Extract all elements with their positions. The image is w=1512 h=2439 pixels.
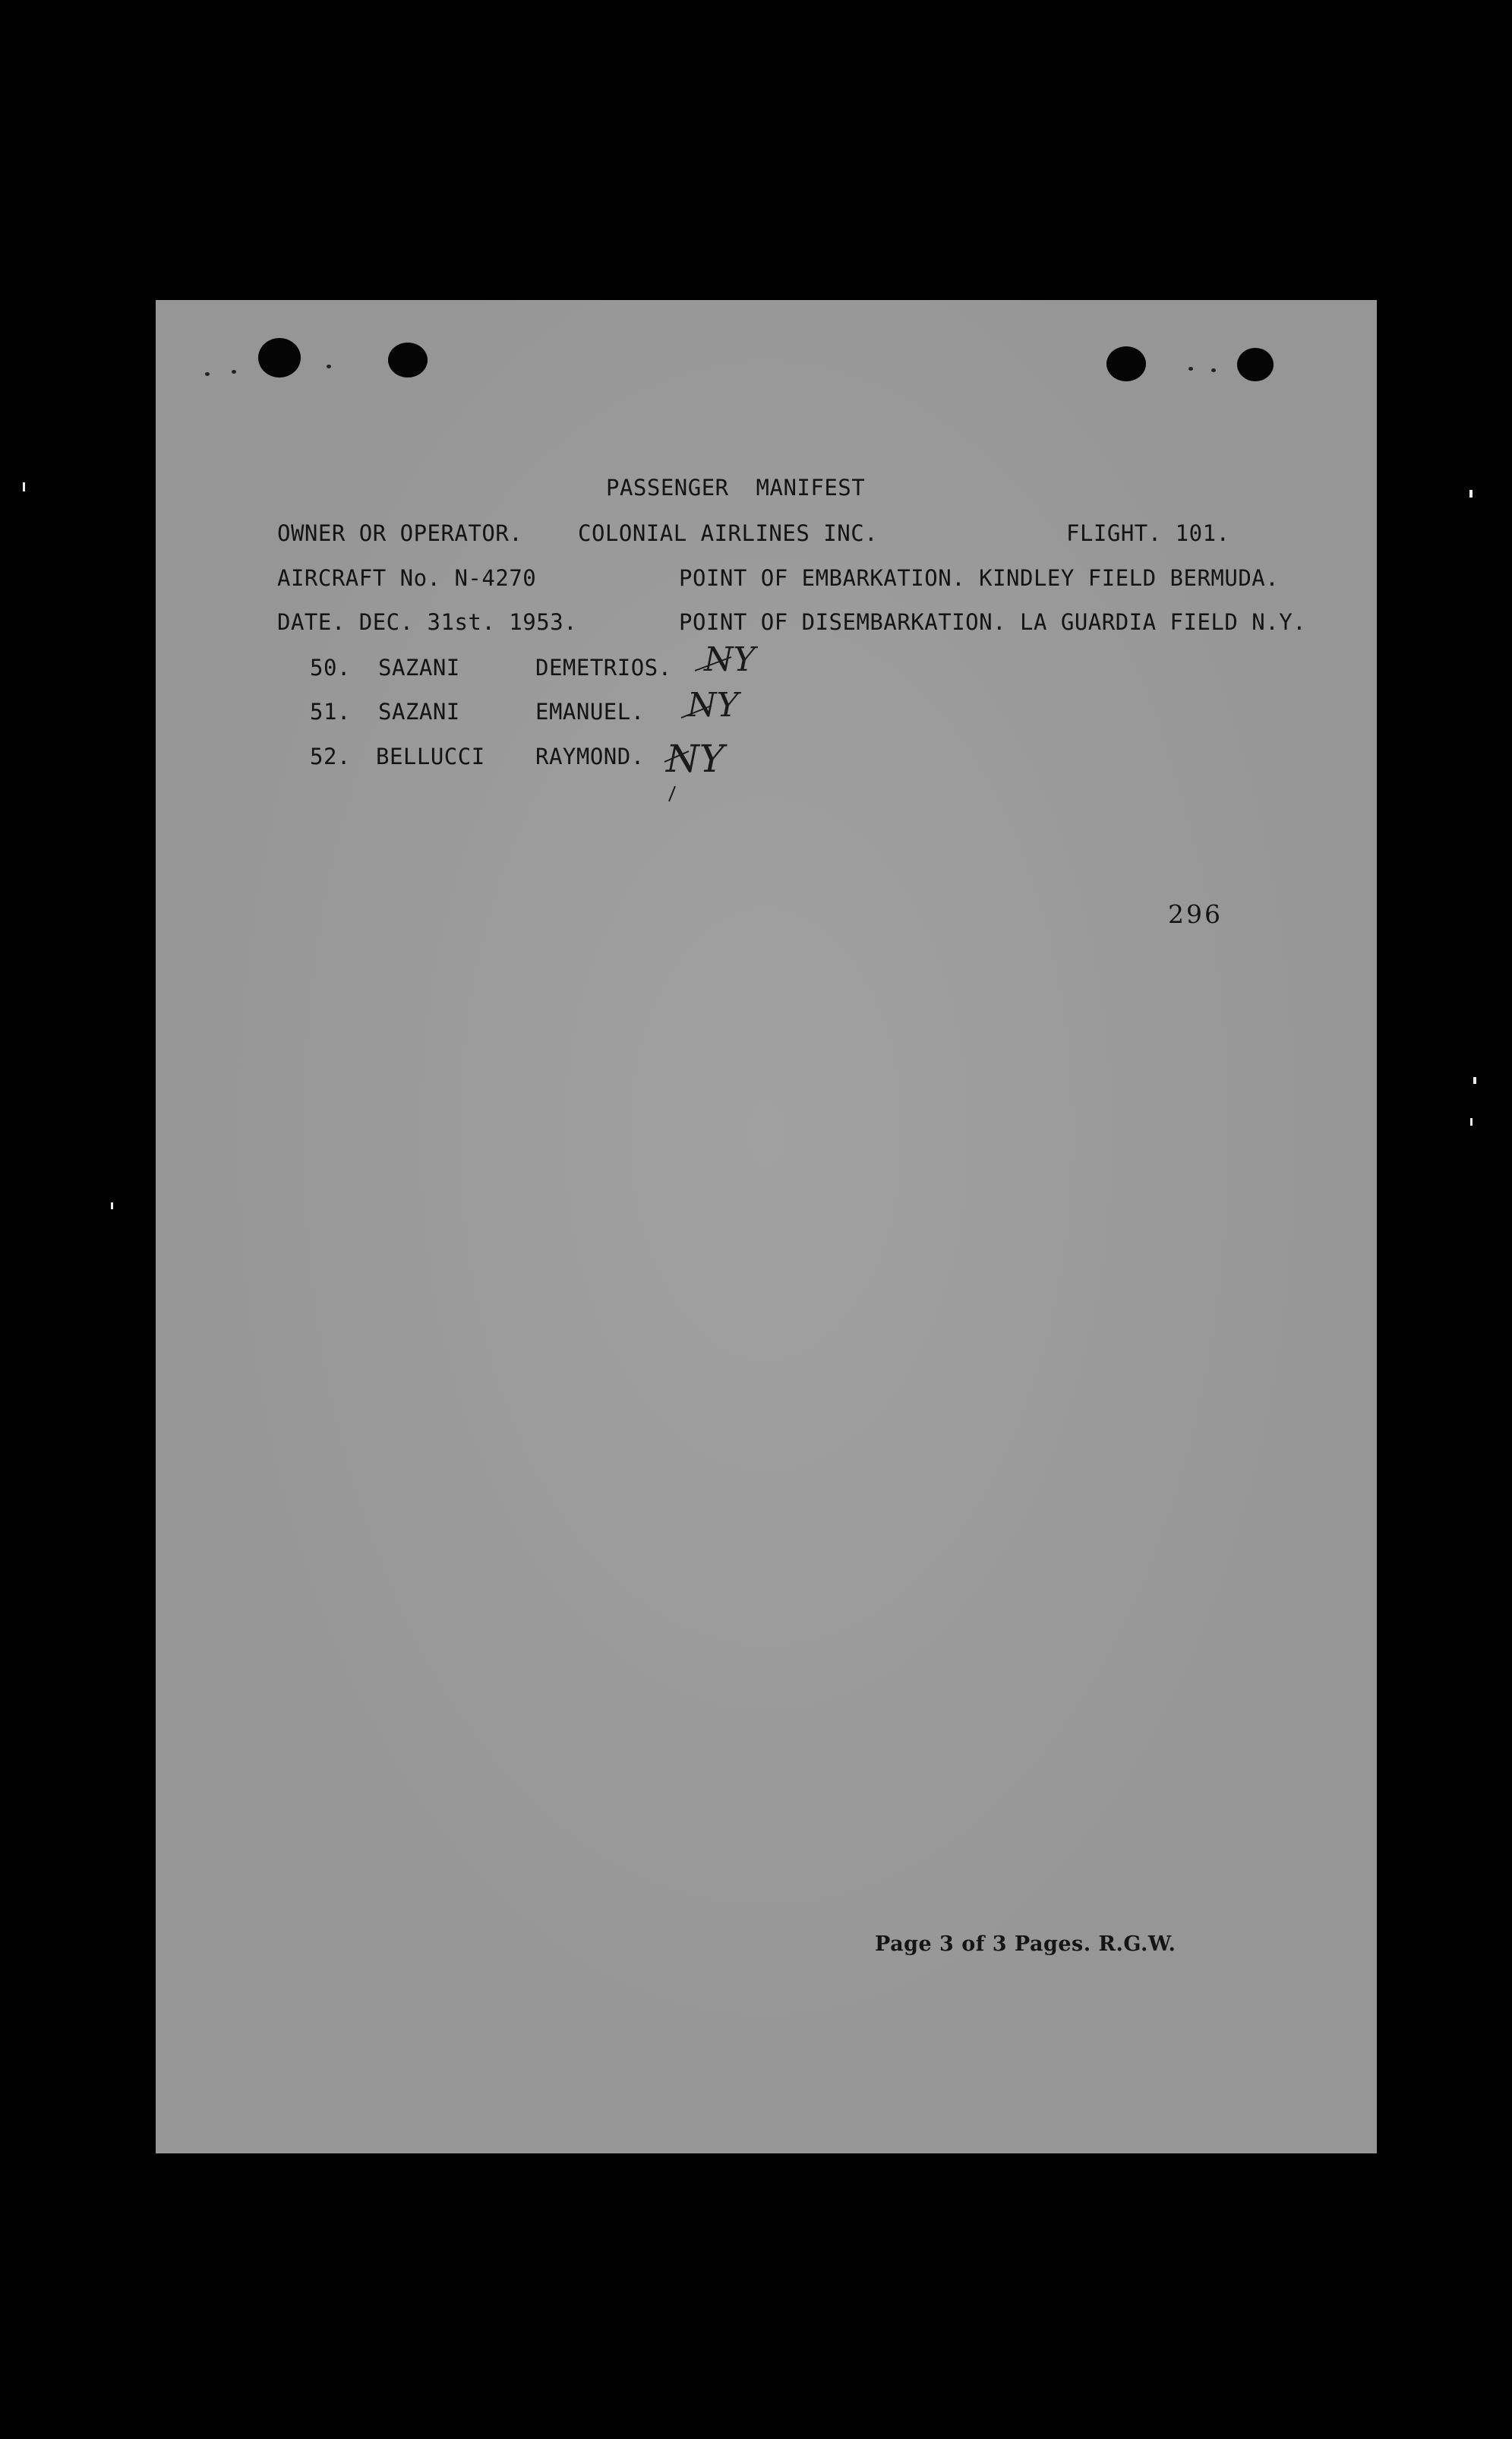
passenger-given-name: RAYMOND. [535,744,645,769]
speck [327,365,331,368]
scan-artifact [1473,1077,1476,1084]
passenger-given-name: DEMETRIOS. [535,655,672,681]
pen-stroke [669,786,675,801]
scan-artifact [1469,490,1473,498]
passenger-surname: SAZANI [378,655,460,681]
handwritten-mark: NY [704,640,756,679]
scan-artifact [23,482,25,491]
owner-value: COLONIAL AIRLINES INC. [578,520,879,546]
passenger-number: 51. [310,699,351,725]
passenger-surname: SAZANI [378,699,460,725]
scan-artifact [111,1202,113,1209]
punch-hole [1106,346,1146,381]
manifest-date: DATE. DEC. 31st. 1953. [277,609,578,635]
speck [1211,368,1216,372]
handwritten-mark: NY [666,737,724,781]
aircraft-number: AIRCRAFT No. N-4270 [277,565,537,591]
speck [232,370,236,374]
pen-stroke [681,706,712,718]
pen-stroke [664,751,689,762]
punch-hole [258,338,301,378]
flight-number: FLIGHT. 101. [1066,520,1230,546]
scan-artifact [1470,1118,1473,1126]
speck [1188,367,1193,371]
page-footer: Page 3 of 3 Pages. R.G.W. [875,1932,1176,1956]
embarkation-point: POINT OF EMBARKATION. KINDLEY FIELD BERMUDA. [679,565,1280,591]
handwriting-strokes [642,634,733,809]
passenger-number: 52. [310,744,351,769]
passenger-number: 50. [310,655,351,681]
speck [205,372,210,376]
owner-label: OWNER OR OPERATOR. [277,520,523,546]
handwritten-mark: NY [687,686,739,725]
manifest-title: PASSENGER MANIFEST [606,475,866,501]
passenger-surname: BELLUCCI [376,744,485,769]
pen-stroke [695,657,731,671]
disembarkation-point: POINT OF DISEMBARKATION. LA GUARDIA FIELD N.Y. [679,609,1307,635]
stamp-number: 296 [1168,899,1223,929]
punch-hole [388,343,428,378]
punch-hole [1237,348,1274,381]
manifest-sheet [156,300,1377,2153]
passenger-given-name: EMANUEL. [535,699,645,725]
